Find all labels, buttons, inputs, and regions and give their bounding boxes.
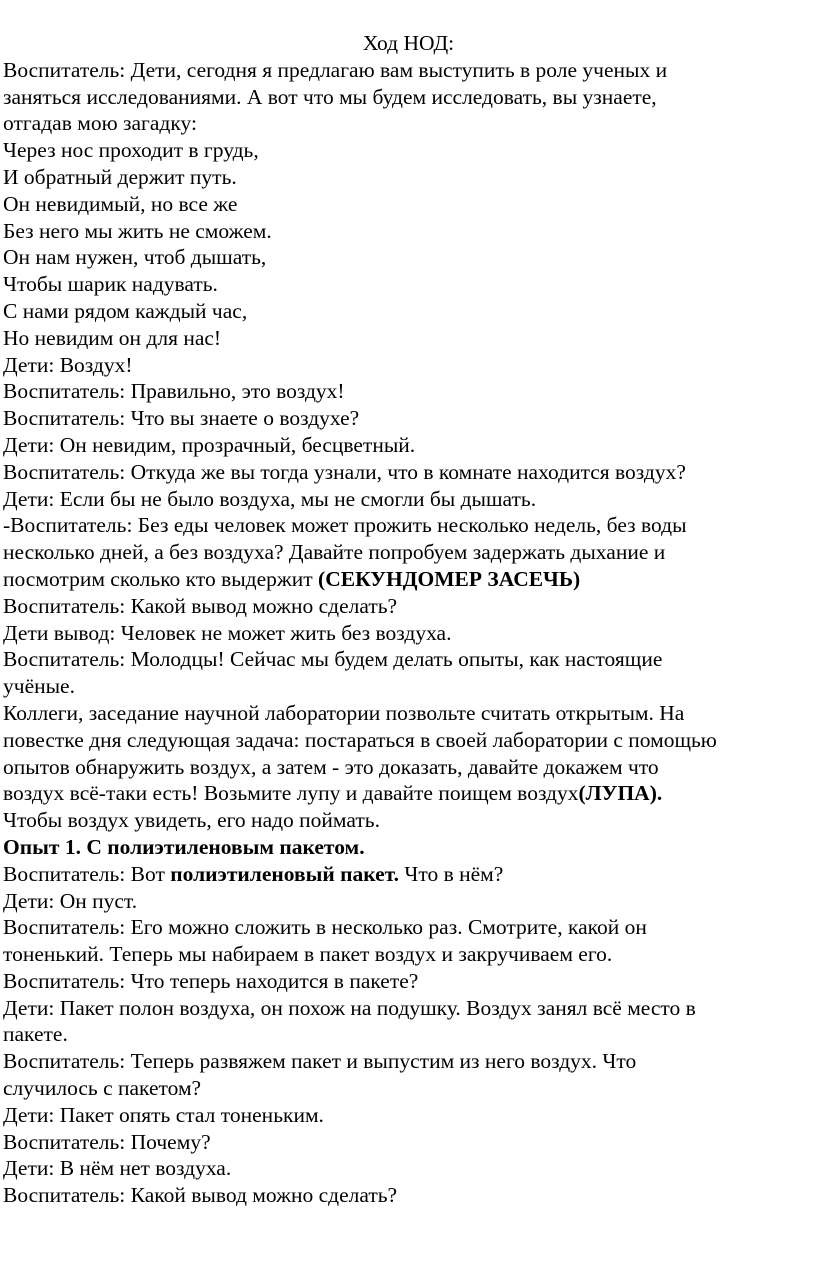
text-line: Воспитатель: Его можно сложить в несколько раз. Смотрите, какой он [3,915,647,940]
text-line: тоненький. Теперь мы набираем в пакет воздух и закручиваем его. [3,942,613,967]
bag-line-prefix: Воспитатель: Вот [3,861,171,886]
riddle-line: Он невидимый, но все же [3,191,238,216]
riddle-line: И обратный держит путь. [3,164,237,189]
page-title: Ход НОД: [362,31,455,55]
text-line: Воспитатель: Молодцы! Сейчас мы будем делать опыты, как настоящие [3,647,663,672]
text-line: несколько дней, а без воздуха? Давайте попробуем задержать дыхание и [3,540,666,565]
riddle-line: С нами рядом каждый час, [3,298,248,323]
text-line: отгадав мою загадку: [3,111,197,136]
text-line: Чтобы воздух увидеть, его надо поймать. [3,808,380,833]
text-line: опытов обнаружить воздух, а затем - это доказать, давайте докажем что [3,754,659,779]
lens-line [3,780,814,807]
text-line: Воспитатель: Почему? [3,1129,211,1154]
text-line: Воспитатель: Теперь развяжем пакет и выпустим из него воздух. Что [3,1049,637,1074]
text-line: заняться исследованиями. А вот что мы будем исследовать, вы узнаете, [3,84,657,109]
text-line: Дети: Он невидим, прозрачный, бесцветный. [3,432,416,457]
text-line: Воспитатель: Дети, сегодня я предлагаю вам выступить в роле ученых и [3,57,668,82]
riddle-line: Через нос проходит в грудь, [3,138,259,163]
lens-line-text: воздух всё-таки есть! Возьмите лупу и давайте поищем воздух [3,781,579,806]
text-line: пакете. [3,1022,68,1047]
bag-term: полиэтиленовый пакет. [170,861,399,886]
stopwatch-instruction: (СЕКУНДОМЕР ЗАСЕЧЬ) [318,566,581,591]
text-line: Воспитатель: Какой вывод можно сделать? [3,1183,398,1208]
text-line: Дети: В нём нет воздуха. [3,1156,232,1181]
stopwatch-line [3,566,814,593]
lens-instruction: (ЛУПА). [578,781,663,806]
text-line: Воспитатель: Что вы знаете о воздухе? [3,406,360,431]
text-line: повестке дня следующая задача: постараться в своей лаборатории с помощью [3,727,717,752]
text-line: Воспитатель: Что теперь находится в пакете? [3,968,419,993]
stopwatch-line-text: посмотрим сколько кто выдержит [3,566,319,591]
riddle-line: Чтобы шарик надувать. [3,272,218,297]
experiment-heading: Опыт 1. С полиэтиленовым пакетом. [3,834,365,859]
text-line: Дети вывод: Человек не может жить без воздуха. [3,620,452,645]
text-line: учёные. [3,674,75,699]
text-line: Воспитатель: Правильно, это воздух! [3,379,345,404]
text-line: Дети: Воздух! [3,352,133,377]
text-line: -Воспитатель: Без еды человек может прожить несколько недель, без воды [3,513,687,538]
bag-line [3,861,814,888]
text-line: Дети: Он пуст. [3,888,138,913]
text-line: Дети: Если бы не было воздуха, мы не смогли бы дышать. [3,486,537,511]
text-line: случилось с пакетом? [3,1076,202,1101]
text-line: Коллеги, заседание научной лаборатории позвольте считать открытым. На [3,700,685,725]
riddle-line: Но невидим он для нас! [3,325,222,350]
text-line: Дети: Пакет полон воздуха, он похож на подушку. Воздух занял всё место в [3,995,696,1020]
riddle-line: Он нам нужен, чтоб дышать, [3,245,267,270]
text-line: Воспитатель: Откуда же вы тогда узнали, что в комнате находится воздух? [3,459,686,484]
riddle-line: Без него мы жить не сможем. [3,218,272,243]
text-line: Воспитатель: Какой вывод можно сделать? [3,593,398,618]
text-line: Дети: Пакет опять стал тоненьким. [3,1102,324,1127]
bag-line-suffix: Что в нём? [399,861,504,886]
